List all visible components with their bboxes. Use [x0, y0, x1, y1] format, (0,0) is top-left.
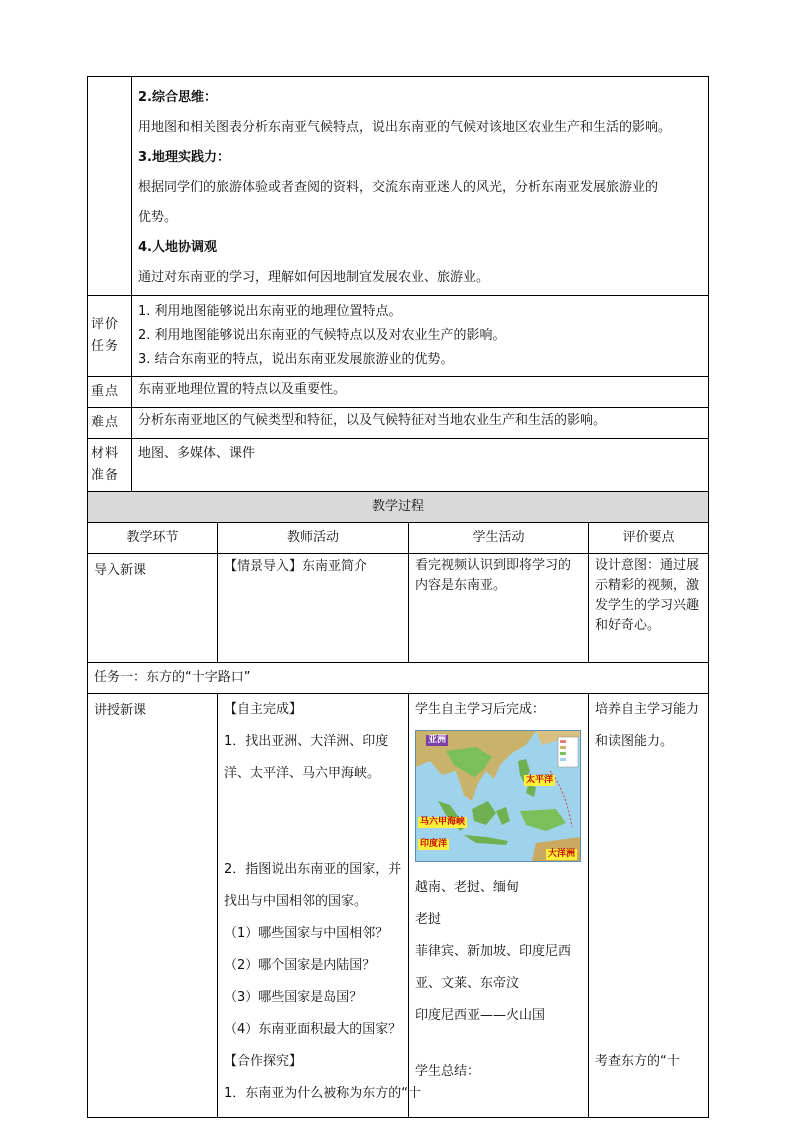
eval-point-1: 培养自主学习能力和读图能力。 — [595, 702, 700, 749]
materials-label — [88, 439, 132, 492]
header-stage: 教学环节 — [88, 523, 218, 554]
header-eval: 评价要点 — [589, 523, 709, 554]
eval-point-2: 考查东方的“十 — [595, 1054, 680, 1069]
header-student: 学生活动 — [409, 523, 589, 554]
answer-2: 老挝 — [415, 912, 442, 927]
intro-teacher: 【情景导入】东南亚简介 — [218, 554, 409, 663]
map-label-asia: 亚洲 — [428, 735, 447, 745]
question-3: 1．东南亚为什么被称为东方的“十 — [224, 1086, 422, 1101]
eval-tasks-cell — [132, 296, 709, 377]
difficulty-text: 分析东南亚地区的气候类型和特征，以及气候特征对当地农业生产和生活的影响。 — [132, 408, 709, 439]
goals-cell — [132, 77, 709, 296]
lecture-stage: 讲授新课 — [88, 694, 218, 1118]
goal-2-text: 用地图和相关图表分析东南亚气候特点，说出东南亚的气候对该地区农业生产和生活的影响。 — [138, 120, 672, 135]
materials-text: 地图、多媒体、课件 — [132, 439, 709, 492]
goal-3-text-line1: 根据同学们的旅游体验或者查阅的资料，交流东南亚迷人的风光，分析东南亚发展旅游业的 — [138, 180, 659, 195]
intro-eval: 设计意图：通过展示精彩的视频，激发学生的学习兴趣和好奇心。 — [589, 554, 709, 663]
task1-title: 任务一：东方的“十字路口” — [88, 663, 709, 694]
student-summary: 学生总结： — [415, 1064, 481, 1079]
eval-tasks-label — [88, 296, 132, 377]
eval-task-2: 2. 利用地图能够说出东南亚的气候特点以及对农业生产的影响。 — [138, 328, 506, 343]
intro-stage: 导入新课 — [88, 554, 218, 663]
sub-question-3: （3）哪些国家是岛国？ — [224, 990, 363, 1005]
map-label-pacific: 太平洋 — [526, 775, 554, 785]
key-point-text: 东南亚地理位置的特点以及重要性。 — [132, 377, 709, 408]
eval-task-3: 3. 结合东南亚的特点，说出东南亚发展旅游业的优势。 — [138, 352, 454, 367]
self-complete-title: 【自主完成】 — [224, 702, 303, 717]
process-title: 教学过程 — [88, 492, 709, 523]
question-2: 2．指图说出东南亚的国家，并找出与中国相邻的国家。 — [224, 862, 402, 909]
map-label-malacca: 马六甲海峡 — [420, 817, 466, 827]
sub-question-1: （1）哪些国家与中国相邻？ — [224, 926, 389, 941]
cooperative-title: 【合作探究】 — [224, 1054, 303, 1069]
eval-tasks-label-1: 评价 — [91, 317, 120, 332]
sub-question-4: （4）东南亚面积最大的国家？ — [224, 1022, 402, 1037]
lesson-plan-table — [87, 76, 709, 1118]
eval-task-1: 1. 利用地图能够说出东南亚的地理位置特点。 — [138, 304, 402, 319]
difficulty-label: 难点 — [88, 408, 132, 439]
answer-4: 印度尼西亚——火山国 — [415, 1008, 546, 1023]
goal-3-title: 3.地理实践力： — [138, 150, 230, 165]
materials-label-1: 材料 — [91, 446, 120, 461]
spacer — [415, 1032, 582, 1056]
sub-question-2: （2）哪个国家是内陆国？ — [224, 958, 376, 973]
map-label-oceania: 大洋洲 — [548, 849, 576, 859]
lesson-plan-page — [87, 76, 708, 1118]
key-point-label: 重点 — [88, 377, 132, 408]
lecture-eval — [589, 694, 709, 1118]
goal-4-text: 通过对东南亚的学习，理解如何因地制宜发展农业、旅游业。 — [138, 270, 490, 285]
lecture-student — [409, 694, 589, 1118]
student-intro: 学生自主学习后完成： — [415, 702, 546, 717]
answer-1: 越南、老挝、缅甸 — [415, 880, 520, 895]
goal-4-title: 4.人地协调观 — [138, 240, 217, 255]
goal-2-title: 2.综合思维： — [138, 90, 217, 105]
intro-student: 看完视频认识到即将学习的内容是东南亚。 — [409, 554, 589, 663]
question-1: 1．找出亚洲、大洋洲、印度洋、太平洋、马六甲海峡。 — [224, 734, 389, 781]
header-teacher: 教师活动 — [218, 523, 409, 554]
goal-3-text-line2: 优势。 — [138, 210, 178, 225]
goals-label-cell — [88, 77, 132, 296]
lecture-teacher — [218, 694, 422, 1118]
southeast-asia-map — [415, 730, 581, 862]
materials-label-2: 准备 — [91, 468, 120, 483]
answer-3: 菲律宾、新加坡、印度尼西亚、文莱、东帝汶 — [415, 944, 572, 991]
map-label-indian-ocean: 印度洋 — [420, 839, 448, 849]
eval-tasks-label-2: 任务 — [91, 339, 120, 354]
